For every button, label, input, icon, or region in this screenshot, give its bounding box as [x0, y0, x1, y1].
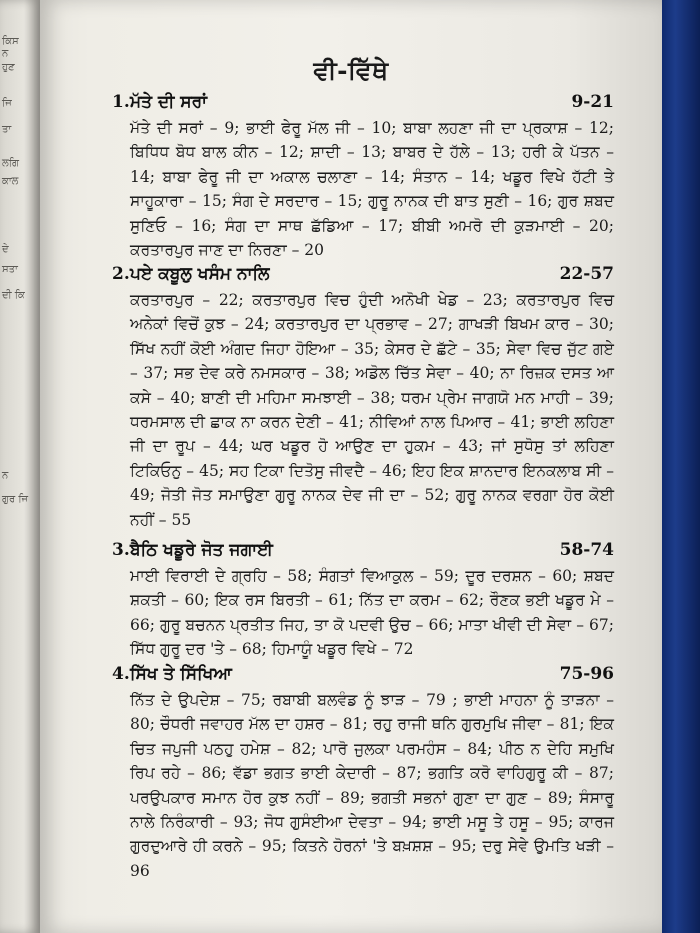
left-margin-mark: ਕਾਲ [2, 176, 19, 187]
chapter-number: 2. [112, 264, 130, 284]
left-margin-mark: ਗੁਰ ਜਿ [2, 494, 29, 505]
chapter-page-range: 22-57 [559, 264, 614, 284]
chapter-heading [112, 92, 614, 116]
chapter-number: 3. [112, 540, 130, 560]
chapter-page-range: 58-74 [559, 540, 614, 560]
chapter-topics: ਮਾਈ ਵਿਰਾਈ ਦੇ ਗ੍ਰਹਿ – 58; ਸੰਗਤਾਂ ਵਿਆਕੁਲ – 59; ਦੂਰ ਦਰਸ਼ਨ – 60; ਸ਼ਬਦ ਸ਼ਕਤੀ – 60; ਇਕ ਰਸ ਬਿਰਤੀ – 61; ਨਿੱਤ ਦਾ ਕਰਮ – 62; ਰੌਣਕ ਭਈ ਖਡੂਰ ਮੇ – 66; ਗੁਰੂ ਬਚਨਨ ਪ੍ਰਤੀਤ ਜਿਹ, ਤਾ ਕੋ ਪਦਵੀ ਉਚ – 66; ਮਾਤਾ ਖੀਵੀ ਦੀ ਸੇਵਾ – 67; ਸਿੱਧ ਗੁਰੂ ਦਰ 'ਤੇ – 68; ਹਿਮਾਯੂੰ ਖਡੂਰ ਵਿਖੇ – 72 [130, 567, 614, 659]
chapter-number: 4. [112, 664, 130, 684]
chapter-title: ਪਏ ਕਬੂਲੁ ਖਸੰਮ ਨਾਲਿ [130, 264, 270, 284]
left-margin-mark: ਲਗਿ [2, 158, 19, 169]
chapter-title: ਸਿੱਖ ਤੇ ਸਿੱਖਿਆ [130, 664, 232, 684]
left-page-edge [0, 0, 40, 933]
chapter-entry [112, 664, 614, 883]
chapter-topics: ਕਰਤਾਰਪੁਰ – 22; ਕਰਤਾਰਪੁਰ ਵਿਚ ਹੁੰਦੀ ਅਨੋਖੀ ਖੇਡ – 23; ਕਰਤਾਰਪੁਰ ਵਿਚ ਅਨੇਕਾਂ ਵਿਚੋਂ ਕੁਝ – 24; ਕਰਤਾਰਪੁਰ ਦਾ ਪ੍ਰਭਾਵ – 27; ਗਾਖੜੀ ਬਿਖਮ ਕਾਰ – 30; ਸਿੱਖ ਨਹੀਂ ਕੋਈ ਅੰਗਦ ਜਿਹਾ ਹੋਇਆ – 35; ਕੇਸਰ ਦੇ ਛੱਟੇ – 35; ਸੇਵਾ ਵਿਚ ਜੁੱਟ ਗਏ – 37; ਸਭ ਦੇਵ ਕਰੇ ਨਮਸਕਾਰ – 38; ਅਡੋਲ ਚਿੱਤ ਸੇਵਾ – 40; ਨਾ ਰਿਜ਼ਕ ਦਸਤ ਆ ਕਸੇ – 40; ਬਾਣੀ ਦੀ ਮਹਿਮਾ ਸਮਝਾਈ – 38; ਧਰਮ ਪ੍ਰੇਮ ਜਾਗਯੋ ਮਨ ਮਾਹੀ – 39; ਧਰਮਸਾਲ ਦੀ ਛਾਕ ਨਾ ਕਰਨ ਦੇਣੀ – 41; ਨੀਵਿਆਂ ਨਾਲ ਪਿਆਰ – 41; ਭਾਈ ਲਹਿਣਾ ਜੀ ਦਾ ਰੂਪ – 44; ਘਰ ਖਡੂਰ ਹੋ ਆਉਣ ਦਾ ਹੁਕਮ – 43; ਜਾਂ ਸੁਧੋਸੁ ਤਾਂ ਲਹਿਣਾ ਟਿਕਿਓਨੁ – 45; ਸਹ ਟਿਕਾ ਦਿਤੋਸੁ ਜੀਵਦੈ – 46; ਇਹ ਇਕ ਸ਼ਾਨਦਾਰ ਇਨਕਲਾਬ ਸੀ – 49; ਜੋਤੀ ਜੋਤ ਸਮਾਉਣਾ ਗੁਰੂ ਨਾਨਕ ਦੇਵ ਜੀ ਦਾ – 52; ਗੁਰੂ ਨਾਨਕ ਵਰਗਾ ਹੋਰ ਕੋਈ ਨਹੀਂ – 55 [130, 291, 614, 529]
left-margin-mark: ਸਤਾ [2, 264, 18, 275]
chapter-topics: ਨਿੱਤ ਦੇ ਉਪਦੇਸ਼ – 75; ਰਬਾਬੀ ਬਲਵੰਡ ਨੂੰ ਝਾੜ – 79 ; ਭਾਈ ਮਾਹਨਾ ਨੂੰ ਤਾੜਨਾ – 80; ਚੌਧਰੀ ਜਵਾਹਰ ਮੱਲ ਦਾ ਹਸ਼ਰ – 81; ਰਹੁ ਰਾਜੀ ਥਨਿ ਗੁਰਮੁਖਿ ਜੀਵਾ – 81; ਇਕ ਚਿਤ ਜਪੁਜੀ ਪਠਹੁ ਹਮੇਸ਼ – 82; ਪਾਰੋ ਜੁਲਕਾ ਪਰਮਹੰਸ – 84; ਪੀਠ ਨ ਦੇਹਿ ਸਮੁਖਿ ਰਿਪ ਰਹੇ – 86; ਵੱਡਾ ਭਗਤ ਭਾਈ ਕੇਦਾਰੀ – 87; ਭਗਤਿ ਕਰੋ ਵਾਹਿਗੁਰੂ ਕੀ – 87; ਪਰਉਪਕਾਰ ਸਮਾਨ ਹੋਰ ਕੁਝ ਨਹੀਂ – 89; ਭਗਤੀ ਸਭਨਾਂ ਗੁਣਾ ਦਾ ਗੁਣ – 89; ਸੰਸਾਰੂ ਨਾਲੇ ਨਿਰੰਕਾਰੀ – 93; ਜੋਧ ਗੁਸੰਈਆ ਦੇਵਤਾ – 94; ਭਾਈ ਮਸੂ ਤੇ ਹਸੂ – 95; ਕਾਰਜ ਗੁਰਦੁਆਰੇ ਹੀ ਕਰਨੇ – 95; ਕਿਤਨੇ ਹੋਰਨਾਂ 'ਤੇ ਬਖ਼ਸ਼ਸ਼ – 95; ਦਰੁ ਸੇਵੇ ਉਮਤਿ ਖੜੀ – 96 [130, 691, 614, 880]
left-margin-mark: ਜਿ [2, 98, 12, 109]
chapter-entry [112, 540, 614, 662]
book-cover-edge [662, 0, 700, 933]
left-margin-mark: ਹੁਣ [2, 62, 15, 73]
page-title: ਵੀ-ਵਿੱਥੇ [313, 56, 389, 85]
left-margin-mark: ਕਿਸ [2, 36, 19, 47]
chapter-number: 1. [112, 92, 130, 112]
left-margin-mark: ਦੀ ਕਿ [2, 290, 25, 301]
left-margin-mark: ਤਾ [2, 124, 12, 135]
chapter-page-range: 75-96 [559, 664, 614, 684]
chapter-entry [112, 264, 614, 532]
left-margin-mark: ਨ [2, 48, 9, 59]
chapter-heading [112, 664, 614, 688]
left-margin-mark: ਦੇ [2, 244, 9, 255]
chapter-heading [112, 540, 614, 564]
left-margin-mark: ਨ [2, 470, 9, 481]
chapter-page-range: 9-21 [571, 92, 614, 112]
chapter-entry [112, 92, 614, 262]
chapter-topics: ਮੱਤੇ ਦੀ ਸਰਾਂ – 9; ਭਾਈ ਫੇਰੂ ਮੱਲ ਜੀ – 10; ਬਾਬਾ ਲਹਣਾ ਜੀ ਦਾ ਪ੍ਰਕਾਸ਼ – 12; ਬਿਧਿਧ ਬੋਧ ਬਾਲ ਕੀਨ – 12; ਸ਼ਾਦੀ – 13; ਬਾਬਰ ਦੇ ਹੱਲੇ – 13; ਹਰੀ ਕੇ ਪੱਤਨ – 14; ਬਾਬਾ ਫੇਰੂ ਜੀ ਦਾ ਅਕਾਲ ਚਲਾਣਾ – 14; ਸੰਤਾਨ – 14; ਖਡੂਰ ਵਿਖੇ ਹੱਟੀ ਤੇ ਸਾਹੂਕਾਰਾ – 15; ਸੰਗ ਦੇ ਸਰਦਾਰ – 15; ਗੁਰੂ ਨਾਨਕ ਦੀ ਬਾਤ ਸੁਣੀ – 16; ਗੁਰ ਸ਼ਬਦ ਸੁਣਿਓ – 16; ਸੰਗ ਦਾ ਸਾਥ ਛੱਡਿਆ – 17; ਬੀਬੀ ਅਮਰੋ ਦੀ ਕੁੜਮਾਈ – 20; ਕਰਤਾਰਪੁਰ ਜਾਣ ਦਾ ਨਿਰਣਾ – 20 [130, 119, 614, 260]
chapter-title: ਮੱਤੇ ਦੀ ਸਰਾਂ [130, 92, 207, 112]
book-page [40, 0, 662, 933]
chapter-heading [112, 264, 614, 288]
chapter-title: ਬੈਠਿ ਖਡੂਰੇ ਜੋਤ ਜਗਾਈ [130, 540, 273, 560]
